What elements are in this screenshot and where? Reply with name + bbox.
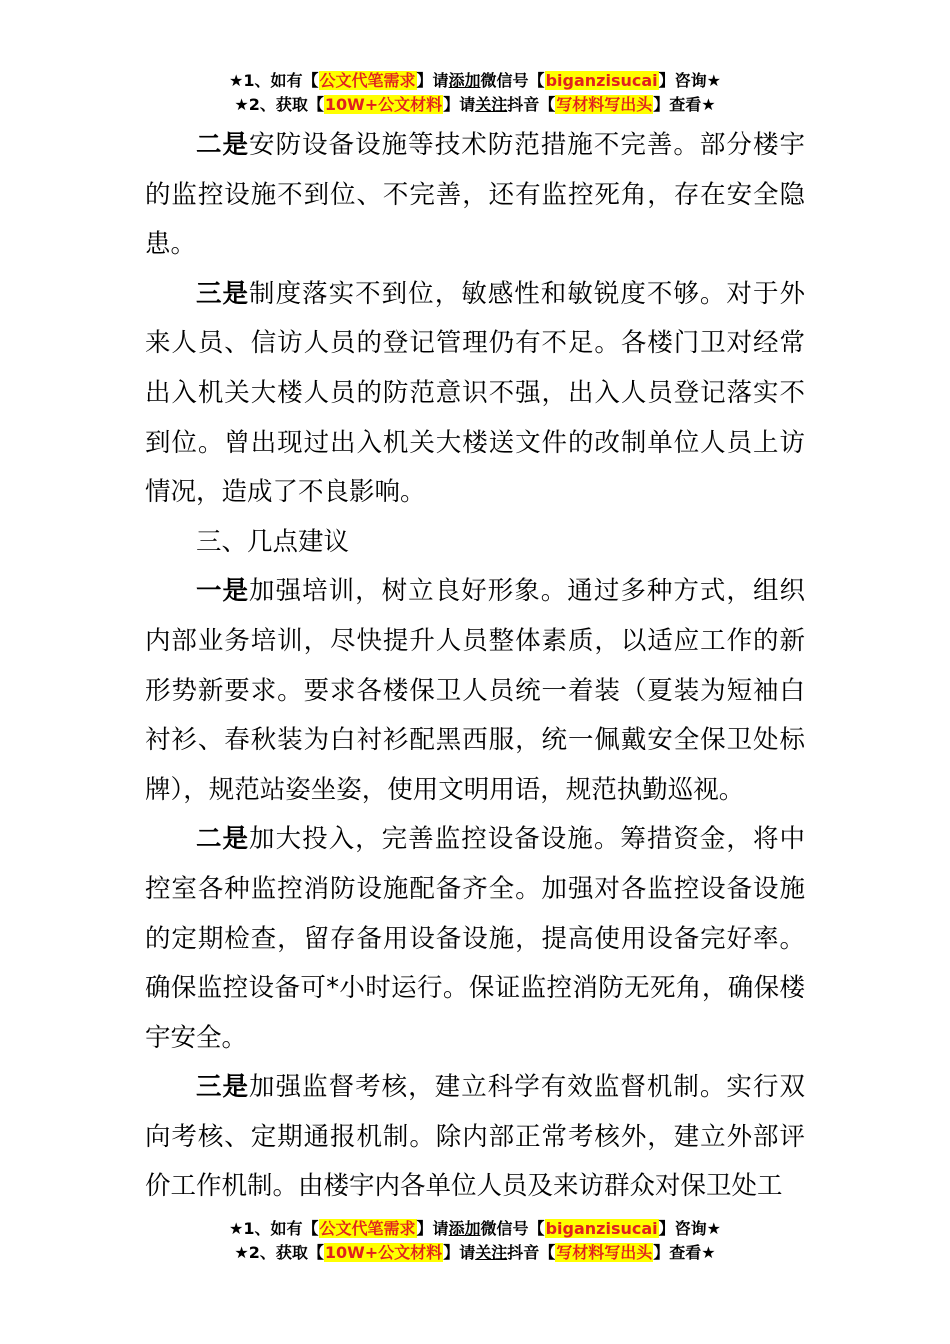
banner-text: 】请 xyxy=(443,95,476,114)
paragraph-text: 三、几点建议 xyxy=(196,526,350,557)
document-body xyxy=(145,121,805,1212)
paragraph-text: 制度落实不到位，敏感性和敏锐度不够。对于外来人员、信访人员的登记管理仍有不足。各楼门卫对经常出入机关大楼人员的防范意识不强，出入人员登记落实不到位。曾出现过出入机关大楼送文件的改制单位人员上访情况，造成了不良影响。 xyxy=(145,278,805,508)
banner-highlight: biganzisucai xyxy=(545,71,658,90)
paragraph-text: 加强培训，树立良好形象。通过多种方式，组织内部业务培训，尽快提升人员整体素质，以适应工作的新形势新要求。要求各楼保卫人员统一着装（夏装为短袖白衬衫、春秋装为白衬衫配黑西服，统一佩戴安全保卫处标牌），规范站姿坐姿，使用文明用语，规范执勤巡视。 xyxy=(145,576,805,805)
paragraph xyxy=(145,815,805,1063)
paragraph xyxy=(145,567,805,815)
banner-underlined: 添加 xyxy=(448,71,481,90)
banner-text: 抖音【 xyxy=(507,95,556,114)
banner-text: 】请 xyxy=(443,1243,476,1262)
paragraph-text: 加强监督考核，建立科学有效监督机制。实行双向考核、定期通报机制。除内部正常考核外，建立外部评价工作机制。由楼宇内各单位人员及来访群众对保卫处工 xyxy=(145,1072,805,1202)
paragraph xyxy=(145,270,805,518)
banner-highlight: 公文代笔需求 xyxy=(319,71,416,90)
banner-text: 微信号【 xyxy=(480,1219,545,1238)
footer-banner xyxy=(0,1218,950,1266)
banner-text: 】咨询★ xyxy=(658,71,721,90)
banner-highlight: 10W+公文材料 xyxy=(324,95,443,114)
banner-text: ★2、获取【 xyxy=(234,1243,324,1262)
banner-underlined: 添加 xyxy=(448,1219,481,1238)
paragraph-lead: 三是 xyxy=(196,1072,250,1103)
paragraph-text: 加大投入，完善监控设备设施。筹措资金，将中控室各种监控消防设施配备齐全。加强对各监控设备设施的定期检查，留存备用设备设施，提高使用设备完好率。确保监控设备可*小时运行。保证监控消防无死角，确保楼宇安全。 xyxy=(145,824,805,1053)
paragraph-lead: 二是 xyxy=(196,824,250,855)
banner-text: ★1、如有【 xyxy=(229,71,319,90)
section-heading xyxy=(145,518,805,568)
banner-text: ★2、获取【 xyxy=(234,95,324,114)
paragraph xyxy=(145,1063,805,1212)
banner-text: 】咨询★ xyxy=(658,1219,721,1238)
banner-highlight: 写材料写出头 xyxy=(556,1243,653,1262)
paragraph xyxy=(145,121,805,270)
banner-underlined: 关注 xyxy=(475,1243,508,1262)
paragraph-lead: 三是 xyxy=(196,278,250,309)
paragraph-text: 安防设备设施等技术防范措施不完善。部分楼宇的监控设施不到位、不完善，还有监控死角，存在安全隐患。 xyxy=(145,130,805,260)
banner-highlight: 10W+公文材料 xyxy=(324,1243,443,1262)
banner-text: 微信号【 xyxy=(480,71,545,90)
paragraph-lead: 二是 xyxy=(196,130,250,160)
banner-line-1 xyxy=(0,70,950,94)
header-banner xyxy=(0,70,950,118)
banner-text: 】请 xyxy=(416,1219,449,1238)
banner-highlight: 写材料写出头 xyxy=(556,95,653,114)
banner-highlight: 公文代笔需求 xyxy=(319,1219,416,1238)
banner-text: 】查看★ xyxy=(653,95,716,114)
banner-underlined: 关注 xyxy=(475,95,508,114)
banner-line-1 xyxy=(0,1218,950,1242)
banner-line-2 xyxy=(0,94,950,118)
banner-line-2 xyxy=(0,1242,950,1266)
banner-text: 】查看★ xyxy=(653,1243,716,1262)
banner-text: 】请 xyxy=(416,71,449,90)
paragraph-lead: 一是 xyxy=(196,576,250,607)
banner-text: 抖音【 xyxy=(507,1243,556,1262)
banner-text: ★1、如有【 xyxy=(229,1219,319,1238)
banner-highlight: biganzisucai xyxy=(545,1219,658,1238)
